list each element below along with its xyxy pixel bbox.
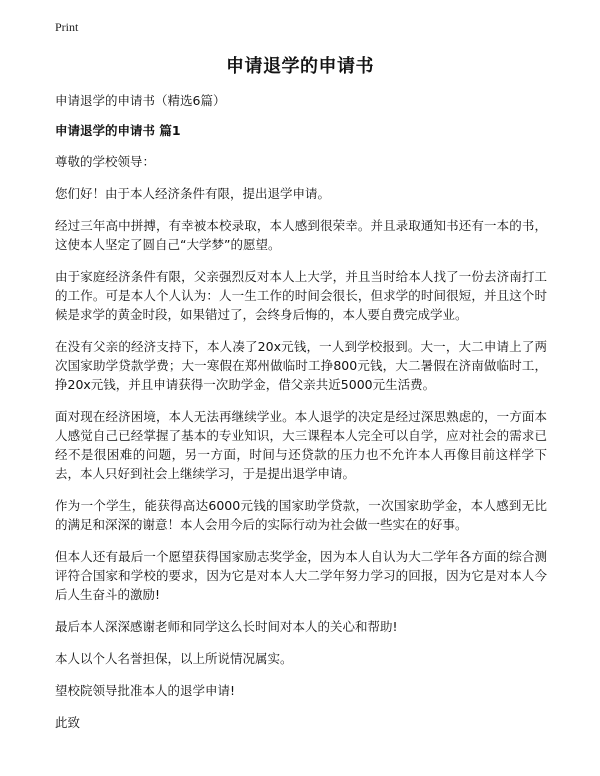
section-heading: 申请退学的申请书 篇1 [55,123,181,138]
paragraph: 作为一个学生，能获得高达6000元钱的国家助学贷款，一次国家助学金，本人感到无比的满足和深深的谢意！本人会用今后的实际行动为社会做一些实在的好事。 [55,498,547,532]
paragraph: 望校院领导批准本人的退学申请! [55,683,236,698]
paragraph: 最后本人深深感谢老师和同学这么长时间对本人的关心和帮助! [55,619,398,634]
page-title: 申请退学的申请书 [226,56,374,77]
paragraph: 由于家庭经济条件有限，父亲强烈反对本人上大学，并且当时给本人找了一份去济南打工的工作。可是本人个人认为：人一生工作的时间会很长，但求学的时间很短，并且这个时候是求学的黄金时段，如果错过了，会终身后悔的，本人要自费完成学业。 [55,269,547,322]
paragraph: 经过三年高中拼搏，有幸被本校录取，本人感到很荣幸。并且录取通知书还有一本的书，这使本人坚定了圆自己“大学梦”的愿望。 [55,218,547,252]
document-subtitle: 申请退学的申请书（精选6篇） [55,93,226,108]
print-link[interactable]: Print [55,20,79,34]
paragraph-salutation: 尊敬的学校领导： [55,154,156,169]
paragraph-greeting: 您们好！由于本人经济条件有限，提出退学申请。 [55,186,331,201]
paragraph: 本人以个人名誉担保，以上所说情况属实。 [55,651,293,666]
document-body [55,92,547,745]
paragraph: 但本人还有最后一个愿望获得国家励志奖学金，因为本人自认为大二学年各方面的综合测评符合国家和学校的要求，因为它是对本人大二学年努力学习的回报，因为它是对本人今后人生奋斗的激励! [55,549,547,602]
paragraph: 面对现在经济困境，本人无法再继续学业。本人退学的决定是经过深思熟虑的，一方面本人感觉自己已经掌握了基本的专业知识，大三课程本人完全可以自学，应对社会的需求已经不是很困难的问题，另一方面，时间与还贷款的压力也不允许本人再像目前这样学下去，本人只好到社会上继续学习，于是提出退学申请。 [55,409,547,481]
paragraph: 在没有父亲的经济支持下，本人凑了20x元钱，一人到学校报到。大一，大二申请上了两次国家助学贷款学费；大一寒假在郑州做临时工挣800元钱，大二暑假在济南做临时工，挣20x元钱，并且申请获得一次助学金，借父亲共近5000元生活费。 [55,339,547,392]
paragraph-closing: 此致 [55,715,81,730]
